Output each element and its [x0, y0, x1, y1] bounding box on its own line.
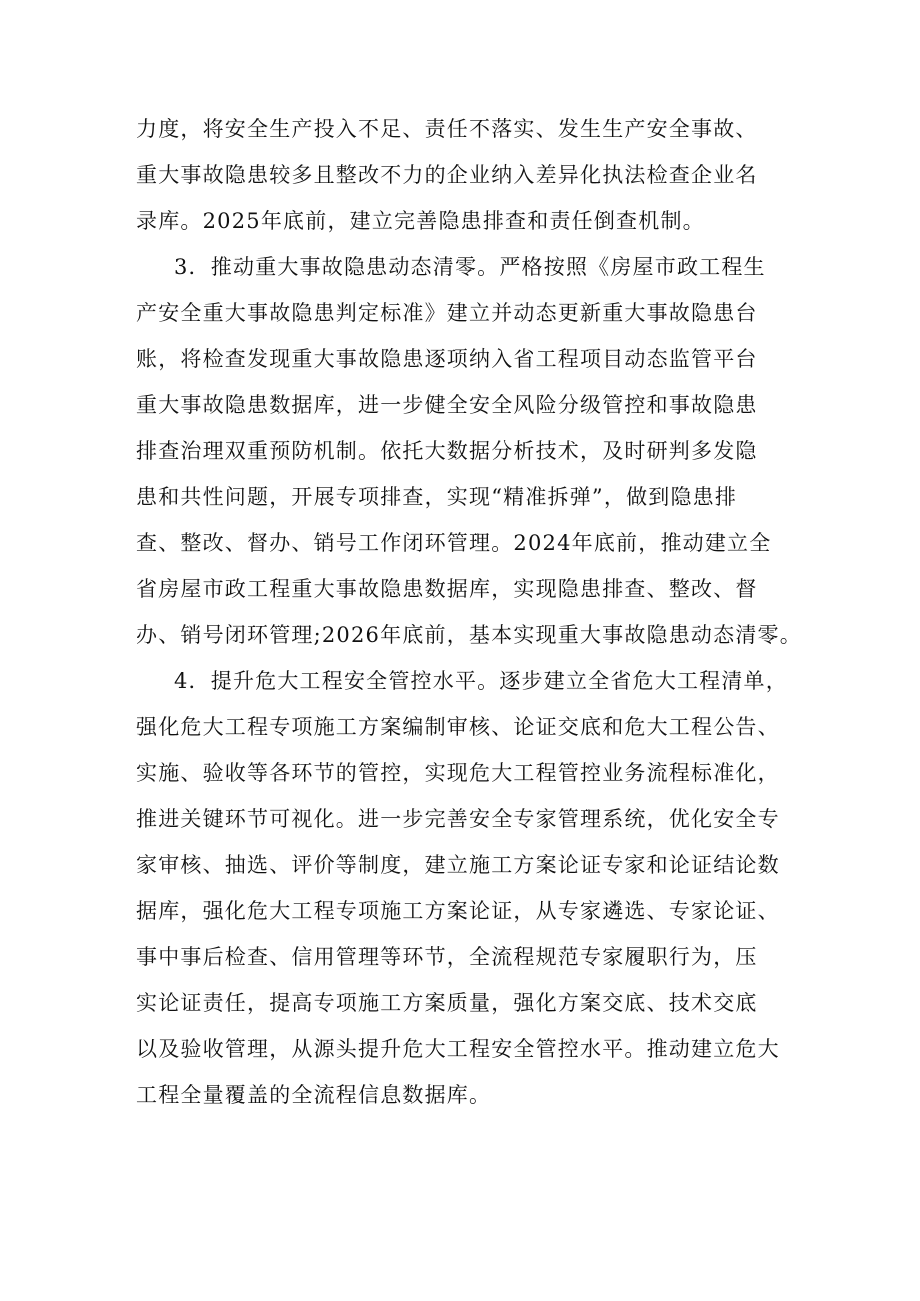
text-line: 力度，将安全生产投入不足、责任不落实、发生生产安全事故、 [136, 117, 758, 141]
text-line: 排查治理双重预防机制。依托大数据分析技术，及时研判多发隐 [136, 439, 758, 463]
text-line: 实论证责任，提高专项施工方案质量，强化方案交底、技术交底 [136, 991, 758, 1015]
text-line: 家审核、抽选、评价等制度，建立施工方案论证专家和论证结论数 [136, 853, 780, 877]
text-line: 据库，强化危大工程专项施工方案论证，从专家遴选、专家论证、 [136, 899, 780, 923]
text-line: 账，将检查发现重大事故隐患逐项纳入省工程项目动态监管平台 [136, 347, 758, 371]
paragraph-item-4 [136, 658, 796, 1118]
paragraph-item-3 [136, 244, 802, 658]
text-line: 重大事故隐患较多且整改不力的企业纳入差异化执法检查企业名 [136, 163, 758, 187]
text-line: 查、整改、督办、销号工作闭环管理。2024年底前，推动建立全 [136, 531, 772, 555]
text-line: 3．推动重大事故隐患动态清零。严格按照《房屋市政工程生 [174, 255, 766, 279]
text-line: 产安全重大事故隐患判定标准》建立并动态更新重大事故隐患台 [136, 301, 758, 325]
text-line: 办、销号闭环管理;2026年底前，基本实现重大事故隐患动态清零。 [136, 623, 802, 647]
text-line: 患和共性问题，开展专项排查，实现“精准拆弹”，做到隐患排 [136, 485, 738, 509]
paragraph-continuation [136, 106, 796, 244]
document-body [136, 106, 802, 1118]
text-line: 重大事故隐患数据库，进一步健全安全风险分级管控和事故隐患 [136, 393, 758, 417]
text-line: 强化危大工程专项施工方案编制审核、论证交底和危大工程公告、 [136, 715, 780, 739]
text-line: 4．提升危大工程安全管控水平。逐步建立全省危大工程清单， [174, 669, 788, 693]
text-line: 工程全量覆盖的全流程信息数据库。 [136, 1083, 492, 1107]
text-line: 录库。2025年底前，建立完善隐患排查和责任倒查机制。 [136, 209, 705, 233]
text-line: 推进关键环节可视化。进一步完善安全专家管理系统，优化安全专 [136, 807, 780, 831]
text-line: 省房屋市政工程重大事故隐患数据库，实现隐患排查、整改、督 [136, 577, 758, 601]
text-line: 事中事后检查、信用管理等环节，全流程规范专家履职行为，压 [136, 945, 758, 969]
text-line: 以及验收管理，从源头提升危大工程安全管控水平。推动建立危大 [136, 1037, 780, 1061]
text-line: 实施、验收等各环节的管控，实现危大工程管控业务流程标准化， [136, 761, 780, 785]
